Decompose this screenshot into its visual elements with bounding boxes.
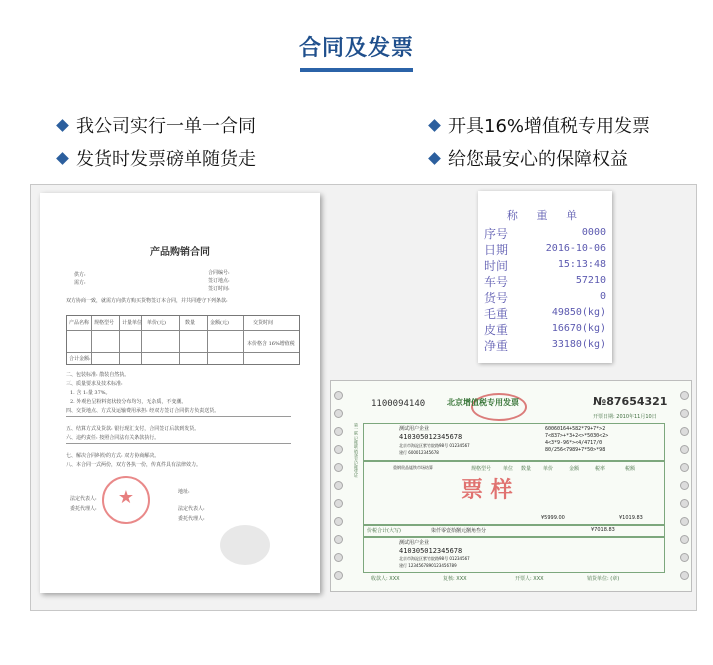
supplier-rep-label: 法定代表人: bbox=[70, 496, 97, 502]
contract-clause: 五、结算方式及货款: 银行现汇支付，合同签订后款到发货。 bbox=[66, 426, 200, 432]
receipt-label: 毛重 bbox=[484, 307, 509, 321]
contract-clause: 四、交货地点、方式及运输费用承担: 经双方签订合同供方负责送货。 bbox=[66, 408, 220, 414]
seller-name: 测试用户企业 bbox=[399, 540, 430, 546]
receipt-row bbox=[484, 241, 606, 257]
receipt-label: 时间 bbox=[484, 259, 509, 273]
text-line bbox=[66, 416, 291, 417]
address-label: 地址: bbox=[178, 489, 190, 495]
sign-date-label: 签订时间: bbox=[208, 286, 230, 292]
feature-label: 发货时发票磅单随货走 bbox=[76, 149, 256, 170]
invoice-code: 1100094140 bbox=[371, 399, 426, 409]
receipt-value: 33180(kg) bbox=[551, 339, 606, 350]
feature-documents-with-goods bbox=[58, 145, 256, 171]
total-words: 柒仟零壹拾捌元捌角叁分 bbox=[431, 528, 487, 534]
table-header: 交货时间 bbox=[253, 320, 274, 326]
feature-label: 开具16%增值税专用发票 bbox=[448, 116, 651, 137]
buyer-agent-label: 委托代理人: bbox=[178, 516, 205, 522]
buyer-address: 北京市海淀区紫竹院路98号 01234567 bbox=[399, 443, 470, 448]
receipt-value: 15:13:48 bbox=[557, 259, 606, 270]
weigh-receipt-image bbox=[478, 191, 612, 363]
receipt-value: 57210 bbox=[575, 275, 606, 286]
col-header: 规格型号 bbox=[471, 466, 492, 472]
total-label: 合计金额: bbox=[69, 356, 91, 362]
total-label: 价税合计(大写) bbox=[367, 528, 401, 534]
receipt-value: 0000 bbox=[581, 227, 606, 238]
invoice-title: 北京增值税专用发票 bbox=[447, 398, 519, 407]
seller-address: 北京市海淀区紫竹院路98号 01234567 bbox=[399, 556, 470, 561]
page-title: 合同及发票 bbox=[298, 36, 414, 61]
diamond-bullet-icon bbox=[56, 152, 69, 165]
receipt-row bbox=[484, 289, 606, 305]
seller-bank: 建行 1234567890123456789 bbox=[399, 563, 457, 568]
buyer-label: 需方: bbox=[74, 280, 86, 286]
drawer: 开票人: XXX bbox=[515, 576, 544, 582]
number-prefix: № bbox=[593, 395, 607, 408]
buyer-name: 测试用户企业 bbox=[399, 426, 430, 432]
cipher-area: 60060164+582*79+7*>2 7<837>+*3+2<>*5030<2> 4<3*9-96*><4/4717/0 80/256<7989+7*50>*98 bbox=[545, 426, 609, 453]
vat-invoice-image bbox=[330, 380, 692, 592]
invoice-number bbox=[593, 395, 667, 408]
contract-clause: 七、解决合同纠纷的方式: 双方协商解决。 bbox=[66, 453, 160, 459]
tax-note: 本价格含 16%增值税 bbox=[247, 341, 295, 347]
col-header: 税率 bbox=[595, 466, 606, 472]
number-value: 87654321 bbox=[606, 395, 668, 408]
table-header: 单价(元) bbox=[147, 320, 166, 326]
text-line bbox=[66, 443, 291, 444]
feature-guarantee bbox=[430, 145, 628, 171]
receipt-label: 日期 bbox=[484, 243, 509, 257]
buyer-bank: 建行 600012345678 bbox=[399, 450, 439, 455]
contract-clause: 六、违约责任: 按照合同法有关条款执行。 bbox=[66, 435, 160, 441]
contract-clause: 1. 含 1:量 37%。 bbox=[70, 390, 111, 396]
tractor-holes-left bbox=[333, 381, 343, 591]
total-amount: ¥7018.83 bbox=[591, 527, 615, 533]
receipt-row bbox=[484, 321, 606, 337]
receipt-label: 净重 bbox=[484, 339, 509, 353]
copy-note: 第一联 记账联 销货方记账凭证 bbox=[354, 423, 359, 478]
item-name: 重钢贵品锰铁市场结算 bbox=[393, 465, 433, 470]
diamond-bullet-icon bbox=[56, 119, 69, 132]
receipt-row bbox=[484, 257, 606, 273]
contract-clause: 三、质量要求及技术标准: bbox=[66, 381, 123, 387]
table-header: 规格型号 bbox=[94, 320, 115, 326]
seller-tax-no: 410305012345678 bbox=[399, 547, 463, 555]
receipt-value: 2016-10-06 bbox=[545, 243, 606, 254]
feature-label: 我公司实行一单一合同 bbox=[76, 116, 256, 137]
payee: 收款人: XXX bbox=[371, 576, 400, 582]
receipt-value: 0 bbox=[599, 291, 606, 302]
table-header: 产品名称 bbox=[69, 320, 90, 326]
col-header: 单位 bbox=[503, 466, 514, 472]
contract-clause: 八、本合同一式两份，双方各执一份，传真件具有法律效力。 bbox=[66, 462, 202, 468]
contract-clause: 2. 外观色呈粉料宽状较分布均匀，无杂质，不变潮。 bbox=[70, 399, 187, 405]
buyer-tax-no: 410305012345678 bbox=[399, 433, 463, 441]
feature-label: 给您最安心的保障权益 bbox=[448, 149, 628, 170]
table-header: 计量单位 bbox=[122, 320, 143, 326]
receipt-label: 货号 bbox=[484, 291, 509, 305]
issue-date: 开票日期: 2010年11月10日 bbox=[593, 414, 657, 420]
receipt-title: 称 重 单 bbox=[506, 209, 584, 222]
smudge bbox=[220, 525, 270, 565]
buyer-rep-label: 法定代表人: bbox=[178, 506, 205, 512]
receipt-label: 皮重 bbox=[484, 323, 509, 337]
contract-clause: 二、包装标准: 散装自然执。 bbox=[66, 372, 130, 378]
amount: ¥5999.00 bbox=[541, 515, 565, 521]
receipt-row bbox=[484, 337, 606, 353]
table-header: 数量 bbox=[185, 320, 196, 326]
sample-watermark: 票 样 bbox=[461, 478, 513, 503]
col-header: 单价 bbox=[543, 466, 554, 472]
diamond-bullet-icon bbox=[428, 119, 441, 132]
receipt-row bbox=[484, 225, 606, 241]
tractor-holes-right bbox=[679, 381, 689, 591]
receipt-value: 49850(kg) bbox=[551, 307, 606, 318]
col-header: 税额 bbox=[625, 466, 636, 472]
contract-number-label: 合同编号: bbox=[208, 270, 230, 276]
feature-vat-invoice bbox=[430, 112, 650, 138]
col-header: 数量 bbox=[521, 466, 532, 472]
contract-image bbox=[40, 193, 320, 593]
receipt-row bbox=[484, 305, 606, 321]
receipt-label: 序号 bbox=[484, 227, 509, 241]
title-underline bbox=[300, 68, 413, 72]
receipt-label: 车号 bbox=[484, 275, 509, 289]
clause-intro: 双方协商一致，就需方向供方购买货物签订本合同，并共同遵守下列条款: bbox=[66, 298, 228, 304]
diamond-bullet-icon bbox=[428, 152, 441, 165]
contract-table bbox=[66, 315, 300, 365]
supplier-label: 供方: bbox=[74, 272, 86, 278]
company-stamp: ★ bbox=[102, 476, 150, 524]
receipt-row bbox=[484, 273, 606, 289]
seller-seal-label: 销货单位: (章) bbox=[587, 576, 620, 582]
receipt-value: 16670(kg) bbox=[551, 323, 606, 334]
feature-one-contract bbox=[58, 112, 256, 138]
col-header: 金额 bbox=[569, 466, 580, 472]
sign-place-label: 签订地点: bbox=[208, 278, 230, 284]
contract-title: 产品购销合同 bbox=[150, 247, 210, 258]
reviewer: 复核: XXX bbox=[443, 576, 467, 582]
total-box bbox=[363, 525, 665, 537]
table-header: 金额(元) bbox=[210, 320, 229, 326]
tax-amount: ¥1019.83 bbox=[619, 515, 643, 521]
agent-label: 委托代理人: bbox=[70, 506, 97, 512]
